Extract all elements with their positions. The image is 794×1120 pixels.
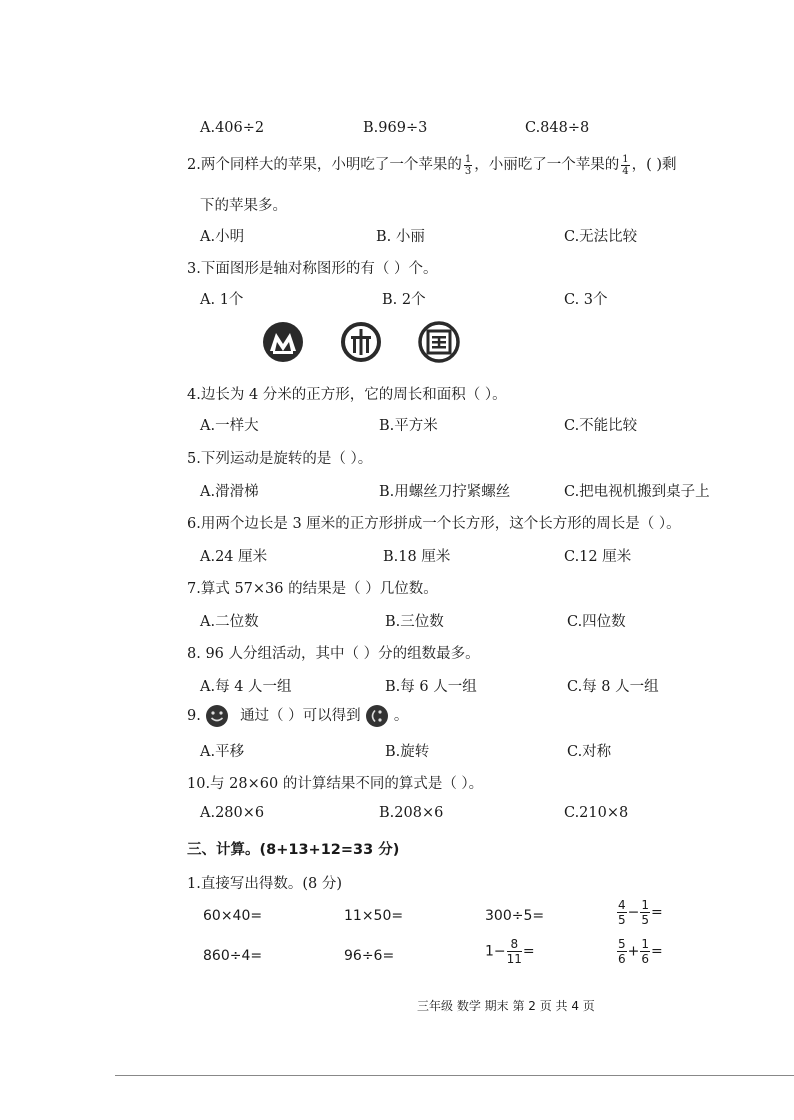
- q3-option-a: A. 1个: [200, 292, 244, 308]
- q1-option-a: A.406÷2: [200, 120, 265, 136]
- bank-logo-icon: [339, 320, 383, 364]
- subsection-title: 1.直接写出得数。(8 分): [187, 876, 342, 892]
- q7-option-c: C.四位数: [567, 614, 626, 630]
- q10-option-b: B.208×6: [379, 805, 444, 821]
- fraction-expression: 1− $\frac{8}{11}$ =: [485, 937, 535, 966]
- q2-option-a: A.小明: [200, 229, 245, 245]
- q5-option-c: C.把电视机搬到桌子上: [564, 484, 710, 500]
- q10-text: 10.与 28×60 的计算结果不同的算式是（ ）。: [187, 776, 484, 792]
- q8-option-b: B.每 6 人一组: [385, 679, 477, 695]
- q8-option-a: A.每 4 人一组: [200, 679, 292, 695]
- q4-text: 4.边长为 4 分米的正方形，它的周长和面积（ ）。: [187, 387, 507, 403]
- q8-option-c: C.每 8 人一组: [567, 679, 659, 695]
- fraction-expression: $\frac{5}{6}$ + $\frac{1}{6}$ =: [618, 937, 663, 966]
- q5-option-a: A.滑滑梯: [200, 484, 259, 500]
- q2-text-line2: 下的苹果多。: [200, 198, 287, 214]
- smiley-face-rotated-icon: [365, 704, 389, 728]
- calc-item: 96÷6=: [344, 948, 395, 964]
- q9-text: 9. 通过（ ）可以得到 。: [187, 704, 408, 728]
- calc-item: 60×40=: [203, 908, 263, 924]
- q6-option-c: C.12 厘米: [564, 549, 632, 565]
- bottom-divider: [115, 1075, 794, 1076]
- calc-item: 11×50=: [344, 908, 404, 924]
- fraction-expression: $\frac{4}{5}$ − $\frac{1}{5}$ =: [618, 898, 663, 927]
- page-footer: 三年级 数学 期末 第 2 页 共 4 页: [417, 999, 595, 1013]
- section-title: 三、计算。(8+13+12=33 分): [187, 842, 400, 858]
- calc-item: 860÷4=: [203, 948, 263, 964]
- q3-option-b: B. 2个: [382, 292, 426, 308]
- q7-text: 7.算式 57×36 的结果是（ ）几位数。: [187, 581, 438, 597]
- q6-option-a: A.24 厘米: [200, 549, 268, 565]
- q4-option-b: B.平方米: [379, 418, 438, 434]
- q9-option-c: C.对称: [567, 744, 612, 760]
- q7-option-a: A.二位数: [200, 614, 259, 630]
- calc-item: 300÷5=: [485, 908, 545, 924]
- metro-logo-icon: [261, 320, 305, 364]
- q7-option-b: B.三位数: [385, 614, 444, 630]
- q5-option-b: B.用螺丝刀拧紧螺丝: [379, 484, 511, 500]
- q6-option-b: B.18 厘米: [383, 549, 451, 565]
- fraction-one-quarter: $\frac{1}{4}$: [622, 153, 629, 177]
- q2-text: 2.两个同样大的苹果，小明吃了一个苹果的 $\frac{1}{3}$ ，小丽吃了一个苹果的 $\frac{1}{4}$ ，( )剩: [187, 153, 677, 177]
- q3-option-c: C. 3个: [564, 292, 608, 308]
- q3-text: 3.下面图形是轴对称图形的有（ ）个。: [187, 261, 438, 277]
- smiley-face-icon: [205, 704, 229, 728]
- fraction-one-third: $\frac{1}{3}$: [464, 153, 472, 177]
- q5-text: 5.下列运动是旋转的是（ ）。: [187, 451, 373, 467]
- q1-option-b: B.969÷3: [363, 120, 428, 136]
- q4-option-c: C.不能比较: [564, 418, 638, 434]
- q10-option-a: A.280×6: [200, 805, 265, 821]
- q6-text: 6.用两个边长是 3 厘米的正方形拼成一个长方形，这个长方形的周长是（ ）。: [187, 516, 681, 532]
- q4-option-a: A.一样大: [200, 418, 259, 434]
- q9-option-b: B.旋转: [385, 744, 430, 760]
- q9-option-a: A.平移: [200, 744, 245, 760]
- q2-option-c: C.无法比较: [564, 229, 638, 245]
- china-logo-icon: [417, 320, 461, 364]
- q1-option-c: C.848÷8: [525, 120, 590, 136]
- q2-option-b: B. 小丽: [376, 229, 425, 245]
- q10-option-c: C.210×8: [564, 805, 629, 821]
- q8-text: 8. 96 人分组活动，其中（ ）分的组数最多。: [187, 646, 480, 662]
